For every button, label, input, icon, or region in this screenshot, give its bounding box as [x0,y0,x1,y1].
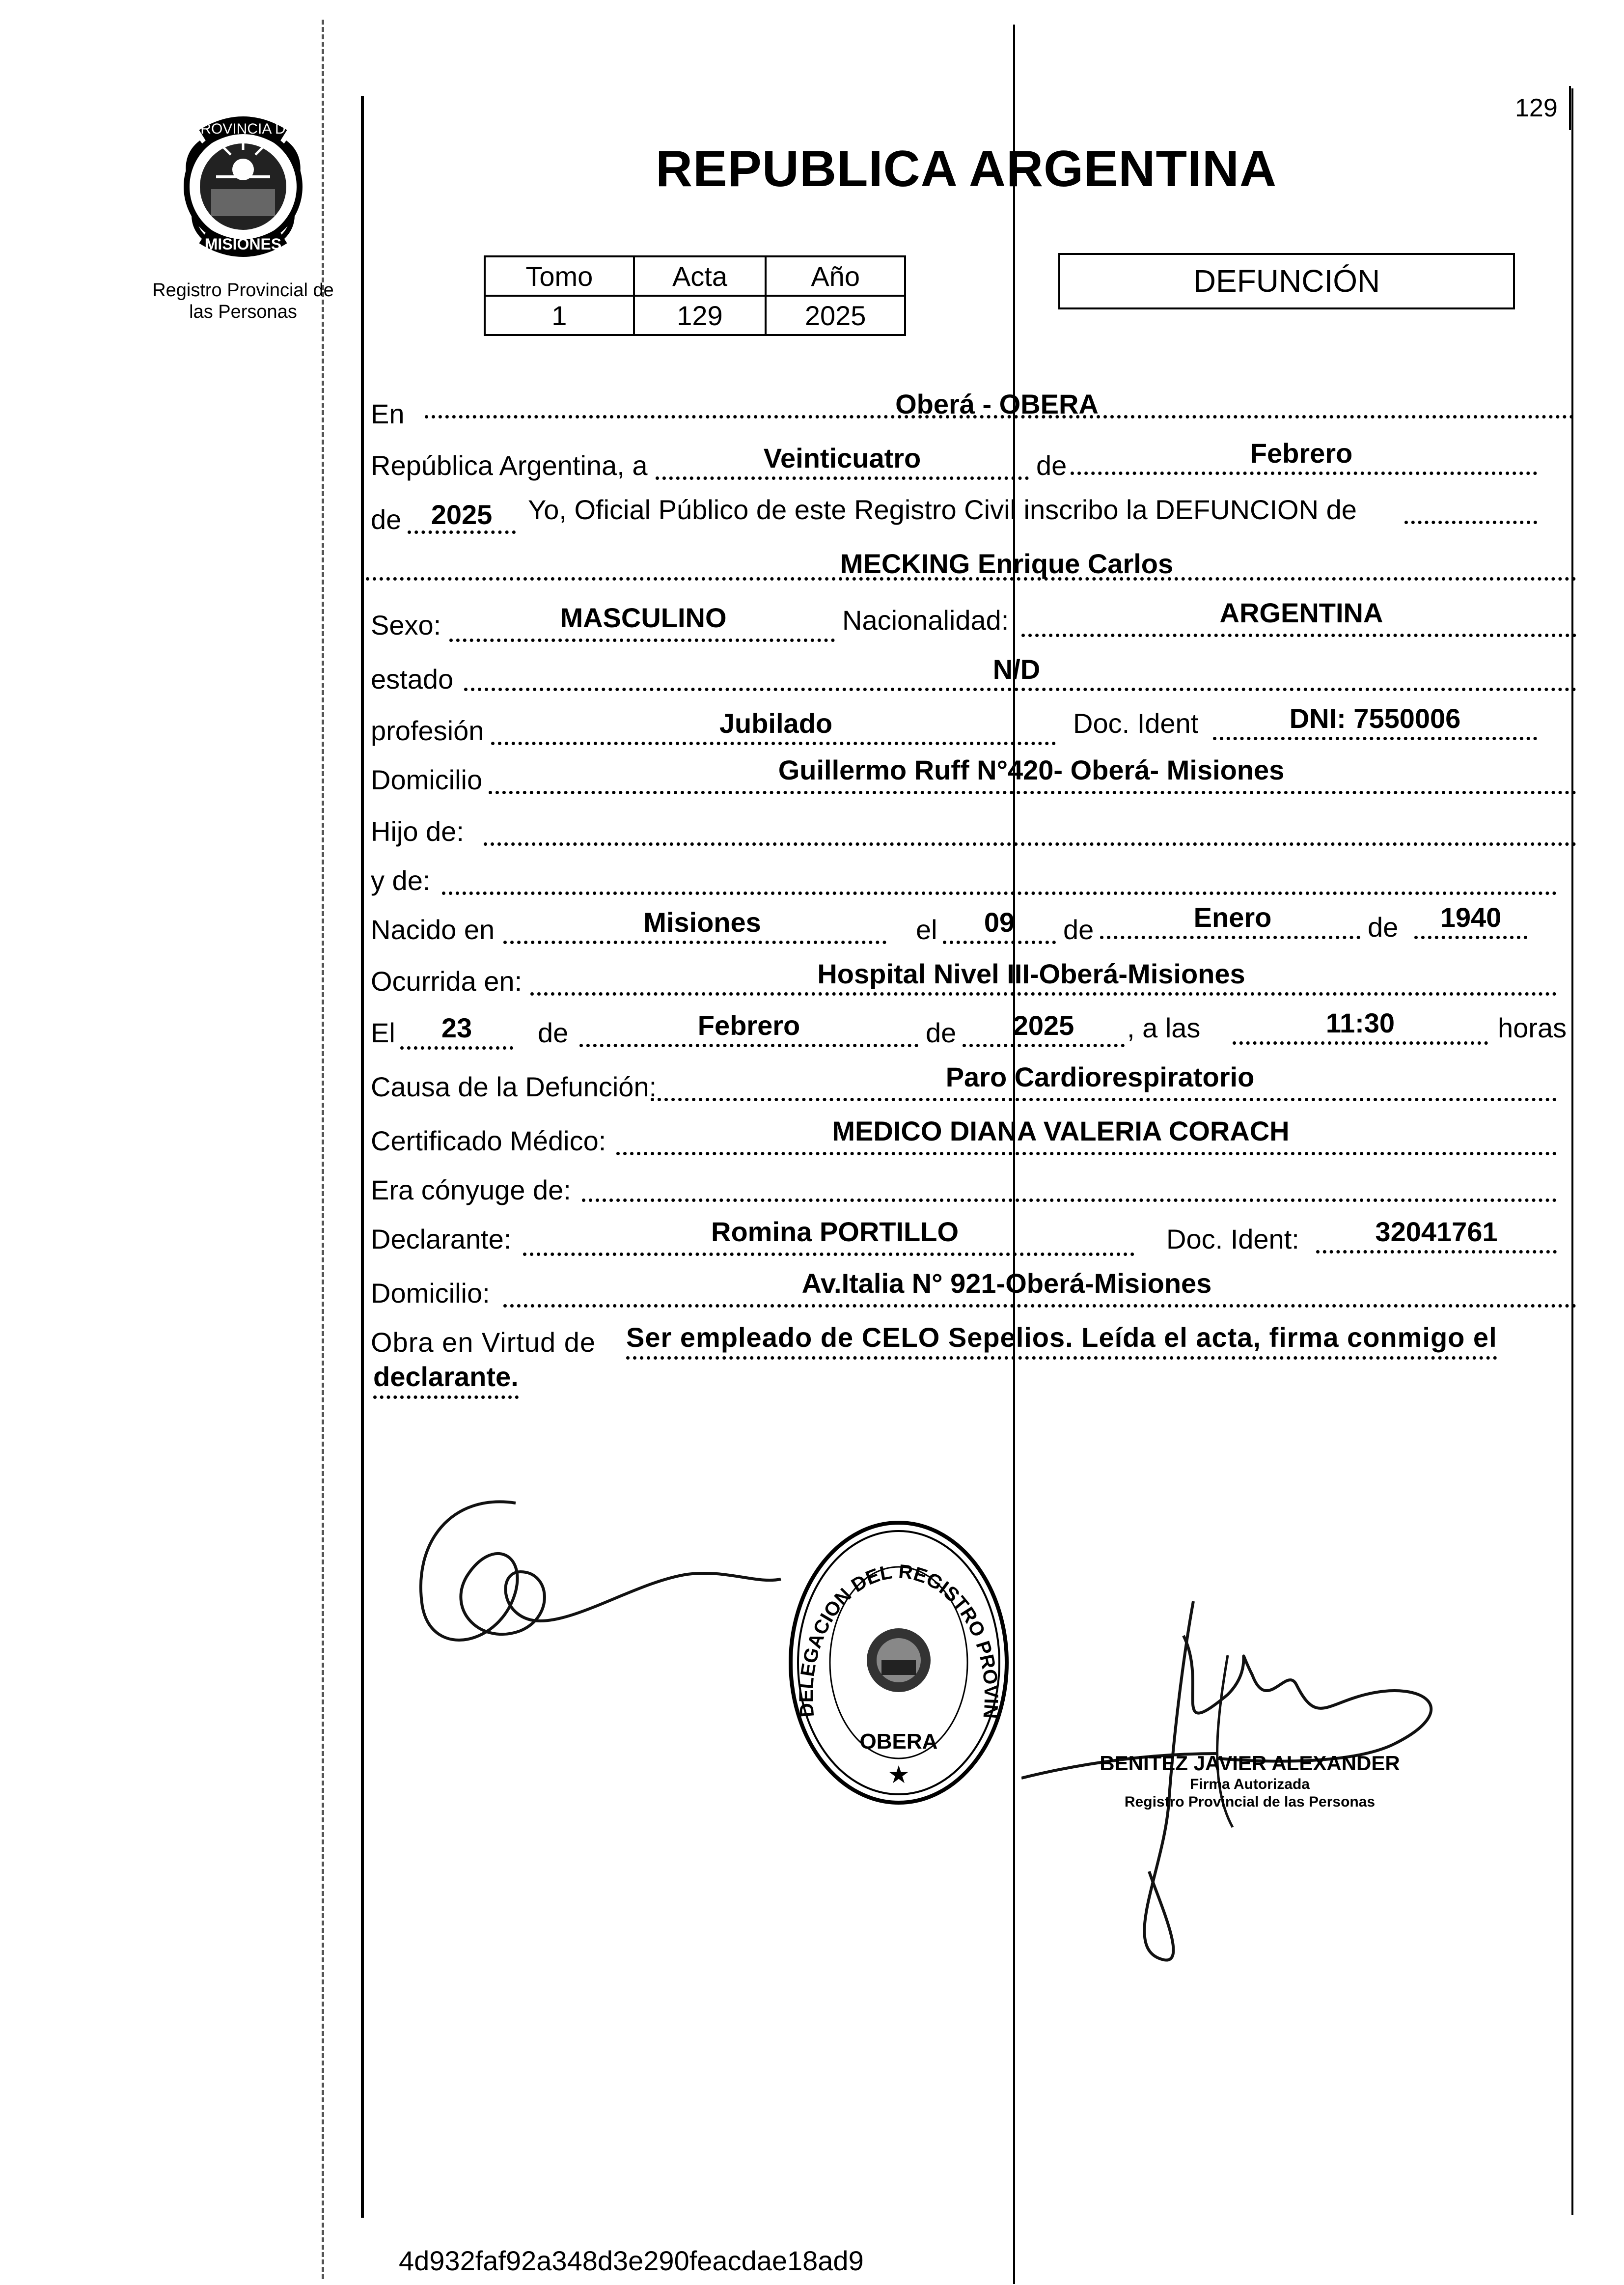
dots-birth-year [1414,936,1527,939]
dots-doc-ident2 [1316,1250,1557,1254]
logo-text-top: PROVINCIA DE [191,121,296,137]
table-header-tomo: Tomo [485,256,634,296]
dots-death-day [400,1046,513,1050]
dots-causa [651,1098,1557,1101]
province-logo [162,103,324,265]
label-profesion: profesión [371,715,484,746]
dots-sexo [449,639,835,642]
act-type-box [1058,253,1515,309]
field-death-month: Febrero [697,1010,800,1041]
dots-declarante [523,1253,1134,1256]
label-hijo: Hijo de: [371,816,464,847]
seal-star-icon: ★ [887,1761,910,1788]
label-causa: Causa de la Defunción: [371,1071,657,1102]
label-horas: horas [1498,1012,1567,1043]
field-birth-year: 1940 [1440,902,1502,933]
field-causa: Paro Cardiorespiratorio [945,1061,1255,1092]
page-title: REPUBLICA ARGENTINA [656,140,1277,197]
dots-birth-day [943,941,1056,944]
record-table [484,255,906,336]
label-el-death: El [371,1017,395,1048]
label-alas: , a las [1127,1012,1201,1043]
field-doc-ident2: 32041761 [1375,1216,1498,1247]
document-hash: 4d932faf92a348d3e290feacdae18ad9 [399,2245,864,2276]
label-ocurrida: Ocurrida en: [371,966,523,997]
field-month: Febrero [1250,438,1353,469]
field-nacido-en: Misiones [643,907,761,938]
table-header-anio: Año [766,256,905,296]
label-conyuge: Era cónyuge de: [371,1174,571,1205]
field-death-day: 23 [441,1012,472,1043]
label-obra: Obra en Virtud de [371,1327,596,1358]
field-birth-day: 09 [984,907,1015,938]
label-certificado: Certificado Médico: [371,1125,606,1156]
label-nacido: Nacido en [371,914,495,945]
field-obra-line2: declarante. [373,1361,519,1399]
official-seal [786,1518,1012,1808]
field-day: Veinticuatro [763,443,921,474]
label-nacionalidad: Nacionalidad: [842,605,1009,636]
field-birth-month: Enero [1193,902,1272,933]
field-declarante: Romina PORTILLO [711,1216,959,1247]
label-el: el [916,914,937,945]
table-value-tomo: 1 [485,296,634,335]
registry-name: Registro Provincial de las Personas [152,280,334,322]
stamp-role: Firma Autorizada [1190,1776,1310,1793]
right-margin-line [1571,88,1573,2215]
label-de-death-month: de [538,1017,569,1048]
field-ocurrida-en: Hospital Nivel III-Oberá-Misiones [817,958,1245,989]
signature-stamp [1095,1751,1404,1811]
dots-doc-ident [1213,737,1537,740]
field-year: 2025 [431,499,493,530]
label-sexo: Sexo: [371,610,441,641]
dots-ocurrida [530,992,1557,996]
table-value-acta: 129 [634,296,766,335]
stamp-name: BENITEZ JAVIER ALEXANDER [1100,1752,1400,1775]
field-death-year: 2025 [1013,1010,1074,1041]
label-doc-ident2: Doc. Ident: [1166,1224,1299,1254]
dots-profesion [491,742,1056,745]
label-declarante: Declarante: [371,1224,512,1254]
label-de-death-year: de [926,1017,957,1048]
dots-estado [464,688,1576,691]
field-estado: N/D [992,654,1041,685]
dots-domicilio [489,791,1576,794]
dots-nacionalidad [1021,634,1576,637]
label-doc-ident: Doc. Ident [1073,708,1199,739]
dots-death-time [1233,1041,1488,1045]
label-yde: y de: [371,865,431,896]
label-republica: República Argentina, a [371,450,648,481]
dots-day [656,476,1029,480]
logo-text-bottom: MISIONES [204,235,282,253]
dots-certificado [616,1152,1557,1155]
field-death-time: 11:30 [1325,1007,1395,1038]
field-deceased-name: MECKING Enrique Carlos [840,548,1174,579]
declarante-signature [393,1483,786,1729]
field-place: Oberá - OBERA [895,389,1099,419]
label-estado: estado [371,664,454,695]
label-de-year: de [371,504,402,535]
top-right-tick [1569,86,1571,130]
field-doc-ident: DNI: 7550006 [1289,703,1461,734]
dots-year [408,530,516,534]
record-table-header-row [485,256,905,296]
dots-hijo [484,842,1576,846]
table-header-acta: Acta [634,256,766,296]
label-oficial: Yo, Oficial Público de este Registro Civil inscribo la DEFUNCION de [528,494,1357,525]
table-value-anio: 2025 [766,296,905,335]
dots-oficial-end [1404,521,1537,524]
dots-death-year [963,1044,1125,1047]
punch-margin-line [322,20,324,2279]
field-obra-line1: Ser empleado de CELO Sepelios. Leída el acta, firma conmigo el [626,1321,1497,1360]
seal-city: OBERA [859,1729,938,1754]
dots-yde [442,892,1557,895]
field-profesion: Jubilado [719,708,833,739]
label-domicilio: Domicilio [371,764,483,795]
field-domicilio2: Av.Italia N° 921-Oberá-Misiones [801,1268,1212,1299]
field-nacionalidad: ARGENTINA [1219,597,1383,628]
dots-domicilio2 [503,1304,1576,1308]
left-margin-line [361,96,364,2218]
label-de-birth-month: de [1063,914,1094,945]
label-de-month: de [1036,450,1067,481]
dots-birth-month [1100,936,1360,939]
record-table-value-row [485,296,905,335]
dots-conyuge [582,1198,1557,1202]
dots-month [1071,472,1537,475]
label-de-birth-year: de [1368,912,1399,943]
label-en: En [371,398,405,429]
field-certificado: MEDICO DIANA VALERIA CORACH [832,1115,1290,1146]
dots-nacido [503,941,886,944]
field-domicilio: Guillermo Ruff N°420- Oberá- Misiones [778,754,1285,785]
dots-death-month [579,1044,918,1047]
seal-top-text: DELEGACION DEL REGISTRO PROVIN [795,1560,1002,1720]
page-number: 129 [1515,94,1558,122]
stamp-office: Registro Provincial de las Personas [1124,1794,1376,1811]
label-domicilio2: Domicilio: [371,1278,490,1309]
act-type-label: DEFUNCIÓN [1193,263,1380,299]
field-sexo: MASCULINO [560,602,727,633]
